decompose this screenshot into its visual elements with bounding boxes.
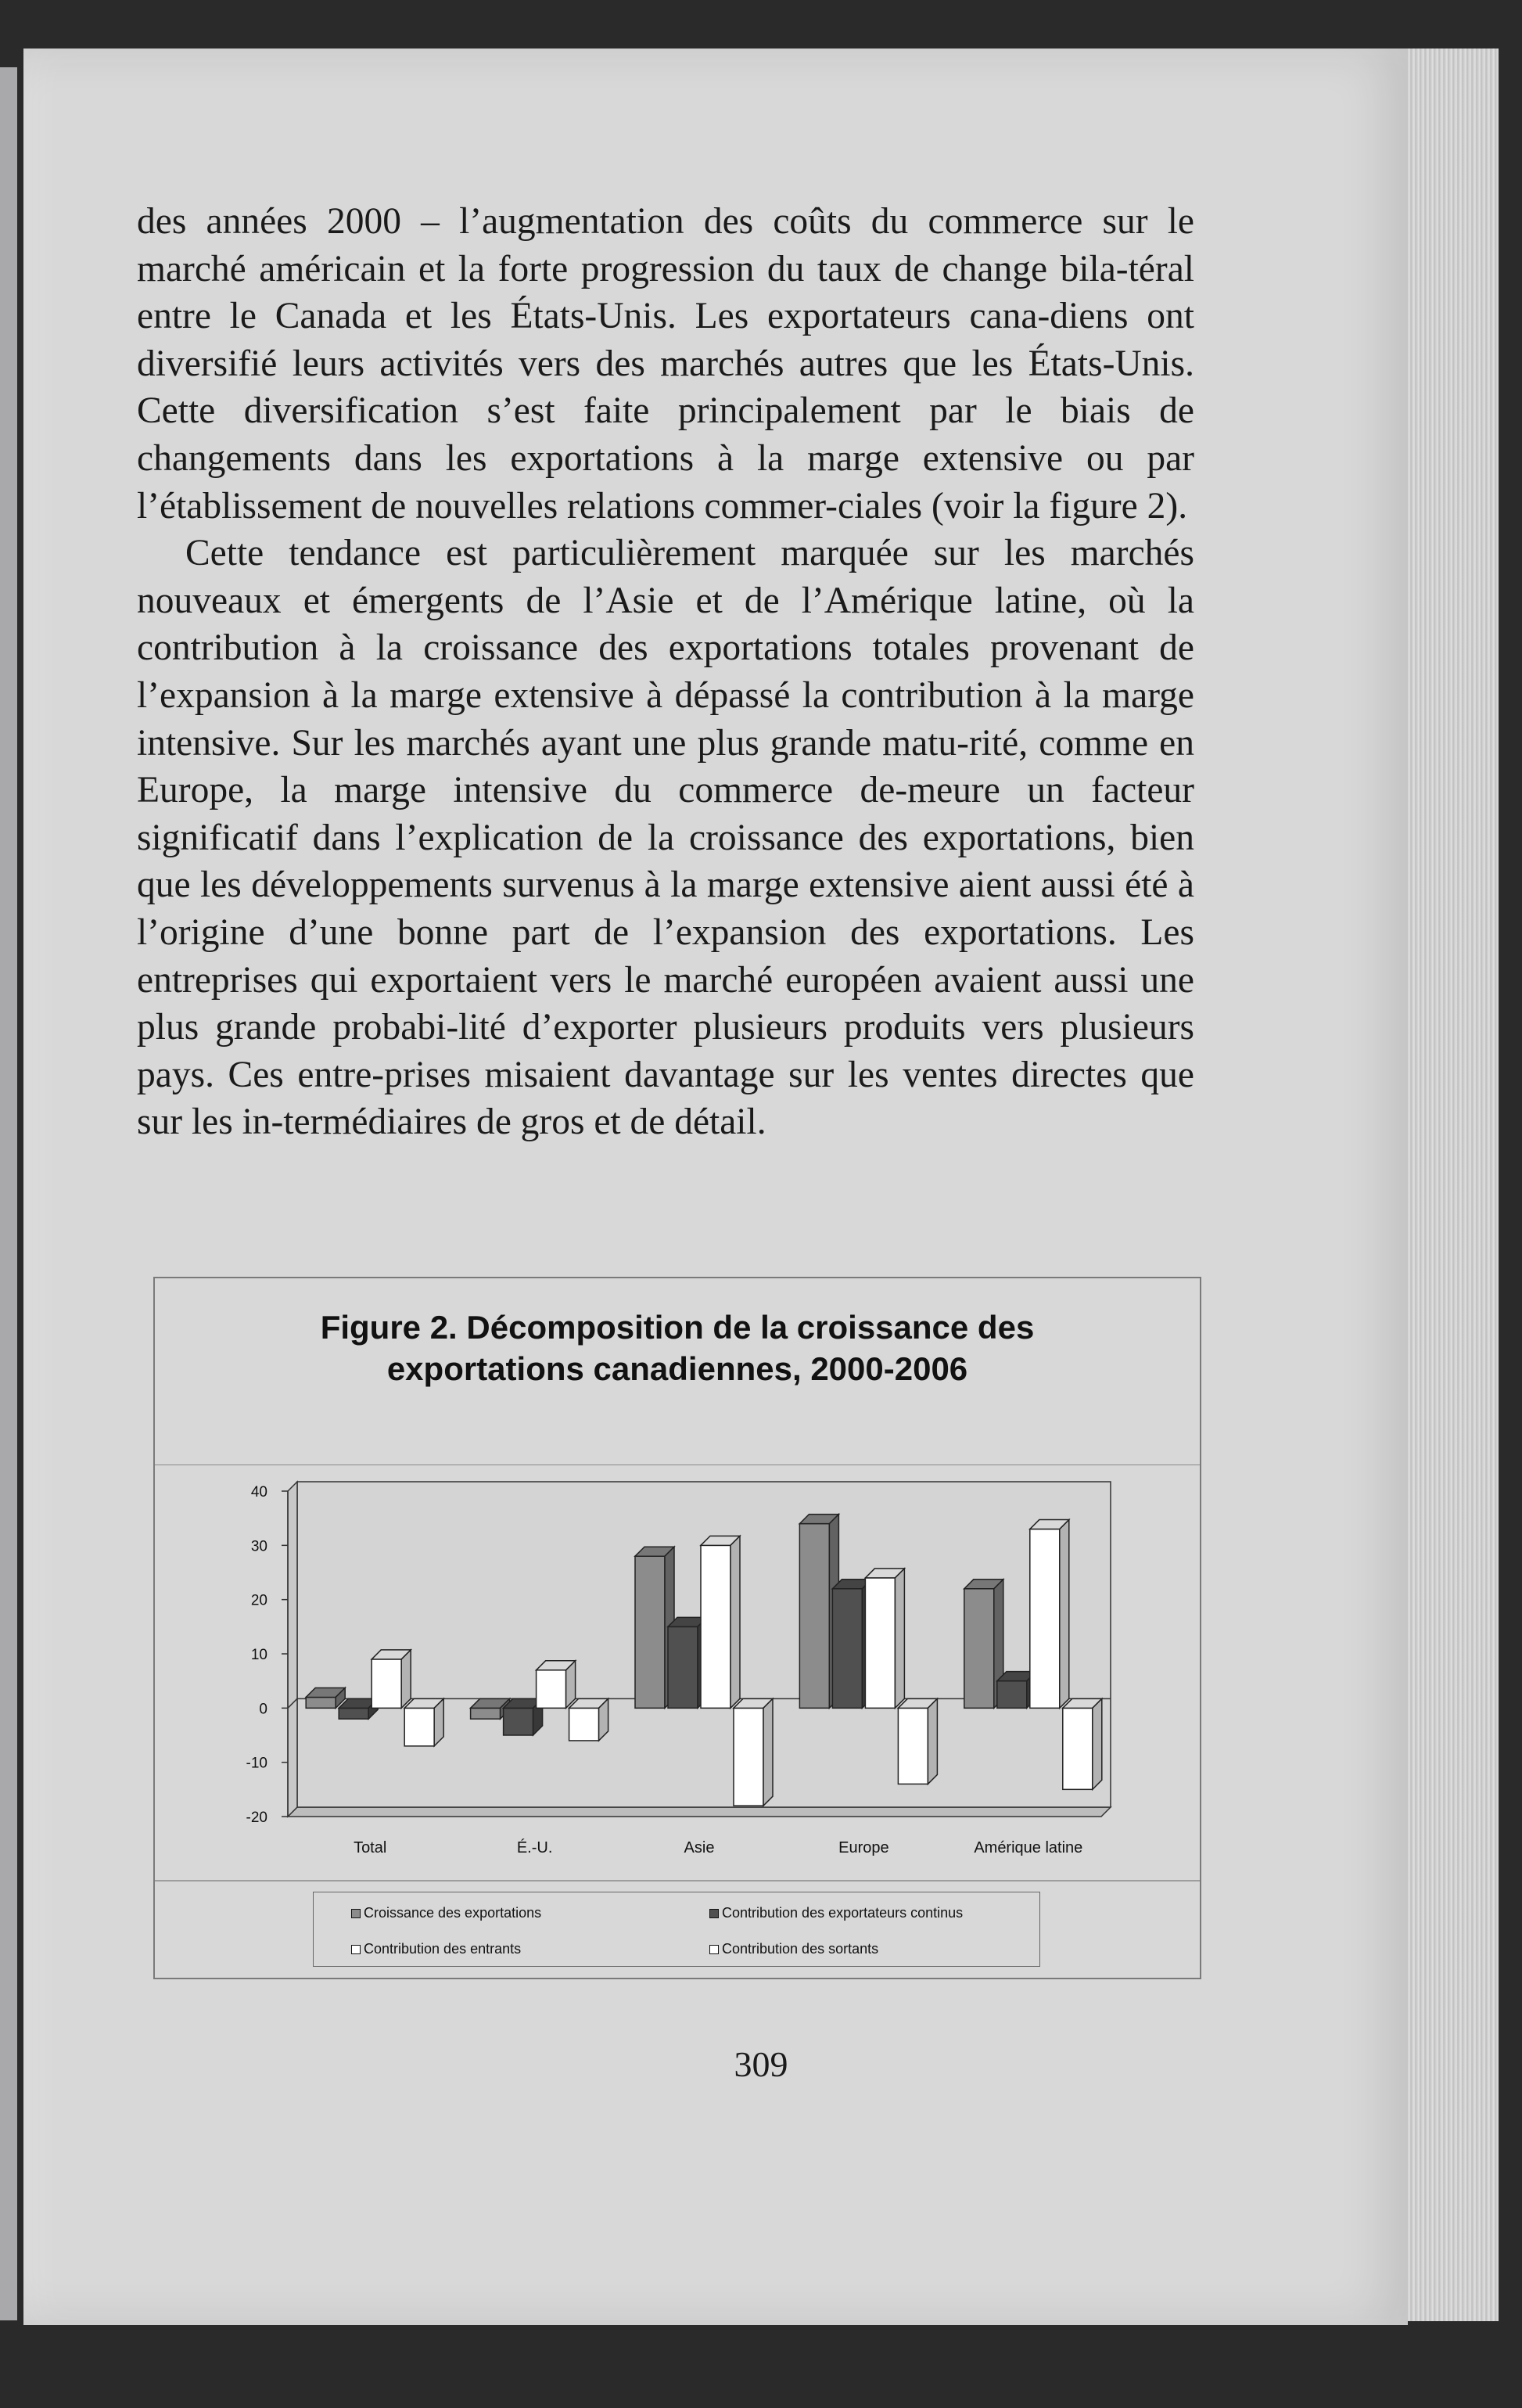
chart-side-wall (288, 1482, 297, 1817)
x-tick-label: Amérique latine (974, 1839, 1083, 1856)
y-tick-label: -10 (246, 1755, 267, 1772)
bar (832, 1589, 862, 1709)
bar (569, 1708, 599, 1741)
bar-side (895, 1569, 904, 1708)
x-tick-label: Asie (684, 1839, 715, 1856)
bar (635, 1556, 665, 1708)
legend-swatch-continus (709, 1909, 719, 1918)
legend-label-entrants: Contribution des entrants (364, 1941, 522, 1957)
bar-side (1093, 1698, 1102, 1789)
bar-side (1060, 1520, 1069, 1709)
paragraph-2: Cette tendance est particulièrement marquée sur les marchés nouveaux et émergents de l’Asie et de l’Amérique latine, où la contribution à la croissance des exportations totales provenant de l’expansion à la marge extensive à dépassé la contribution à la marge intensive. Sur les marchés ayant une plus grande matu-rité, comme en Europe, la marge intensive du commerce de-meure un facteur significatif dans l’explication de la croissance des exportations, bien que les développements survenus à la marge extensive aient aussi été à l’origine d’une bonne part de l’expansion des exportations. Les entreprises qui exportaient vers le marché européen avaient aussi une plus grande probabi-lité d’exporter plusieurs produits vers plusieurs pays. Ces entre-prises misaient davantage sur les ventes directes que sur les in-termédiaires de gros et de détail. (137, 533, 1194, 1143)
chart-floor (288, 1807, 1111, 1817)
legend-item-croissance (351, 1905, 541, 1921)
page-stack-edge (1408, 49, 1499, 2321)
legend-label-continus: Contribution des exportateurs continus (722, 1905, 964, 1921)
bar-side (730, 1536, 740, 1708)
legend-item-continus (709, 1905, 963, 1921)
bar (734, 1708, 763, 1806)
bar (339, 1708, 368, 1719)
figure-title-line-2: exportations canadiennes, 2000-2006 (386, 1350, 968, 1387)
body-text (137, 198, 1194, 1146)
bar (865, 1578, 895, 1708)
bar (1030, 1529, 1060, 1709)
bar (1063, 1708, 1093, 1789)
y-tick-label: 20 (250, 1592, 267, 1609)
bar-side (763, 1698, 773, 1806)
y-tick-label: -20 (246, 1810, 267, 1826)
bar (898, 1708, 928, 1784)
y-tick-label: 0 (259, 1701, 267, 1718)
y-tick-label: 30 (250, 1538, 267, 1555)
bar (537, 1670, 566, 1709)
bar-chart (155, 1278, 1200, 1889)
bar (372, 1659, 401, 1708)
legend-label-sortants: Contribution des sortants (722, 1941, 879, 1957)
x-tick-label: Europe (838, 1839, 889, 1856)
bar (668, 1626, 698, 1708)
y-tick-label: 10 (250, 1647, 267, 1663)
legend-swatch-sortants (709, 1945, 719, 1954)
y-tick-label: 40 (250, 1484, 267, 1501)
legend-label-croissance: Croissance des exportations (364, 1905, 542, 1921)
bar (504, 1708, 533, 1735)
bar-side (928, 1698, 937, 1784)
legend-swatch-croissance (351, 1909, 361, 1918)
page-number: 309 (734, 2044, 788, 2084)
bar (997, 1681, 1027, 1709)
bar (404, 1708, 434, 1746)
x-tick-label: É.-U. (516, 1839, 553, 1856)
legend-item-entrants (351, 1941, 521, 1957)
bar (799, 1524, 829, 1709)
legend-swatch-entrants (351, 1945, 361, 1954)
bar-side (401, 1650, 411, 1708)
x-tick-label: Total (354, 1839, 387, 1856)
chart-legend (313, 1892, 1040, 1967)
adjacent-page-edge (0, 67, 17, 2320)
legend-item-sortants (709, 1941, 878, 1957)
figure-title-line-1: Figure 2. Décomposition de la croissance des (320, 1309, 1035, 1346)
bar (964, 1589, 994, 1709)
bar (471, 1708, 501, 1719)
bar (701, 1545, 730, 1708)
paragraph-1: des années 2000 – l’augmentation des coûts du commerce sur le marché américain et la forte progression du taux de change bila-téral entre le Canada et les États-Unis. Les exportateurs cana-diens ont diversifié leurs activités vers des marchés autres que les États-Unis. Cette diversification s’est faite principalement par le biais de changements dans les exportations à la marge extensive ou par l’établissement de nouvelles relations commer-ciales (voir la figure 2). (137, 201, 1194, 527)
bar (306, 1697, 336, 1708)
figure-2 (153, 1277, 1201, 1979)
